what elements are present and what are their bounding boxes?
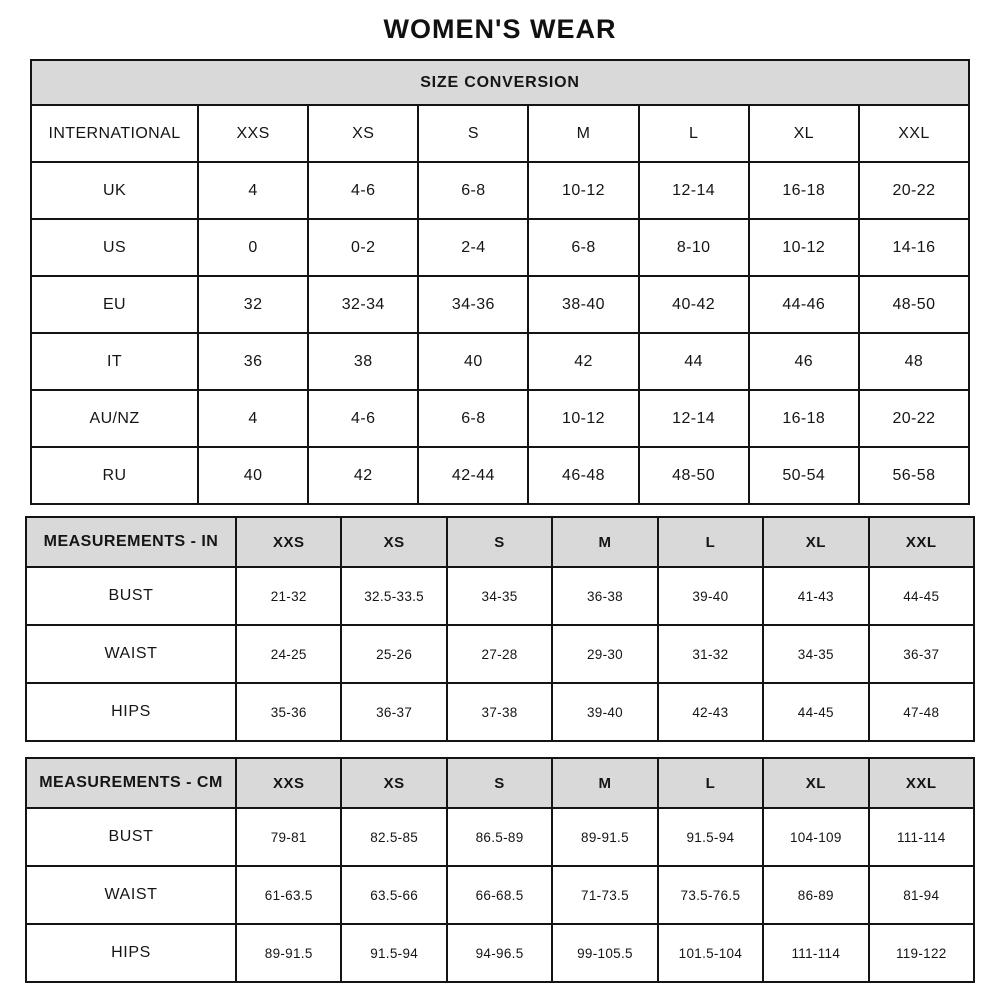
size-cell: 4 bbox=[198, 162, 308, 219]
size-cell: 48-50 bbox=[639, 447, 749, 504]
row-label: RU bbox=[31, 447, 198, 504]
row-label: WAIST bbox=[26, 866, 236, 924]
column-header: S bbox=[447, 758, 552, 808]
table-row bbox=[26, 683, 974, 741]
size-cell: 40-42 bbox=[639, 276, 749, 333]
table-row bbox=[31, 105, 969, 162]
column-header: M bbox=[552, 517, 657, 567]
size-cell: XS bbox=[308, 105, 418, 162]
header-row bbox=[26, 517, 974, 567]
size-cell: 38 bbox=[308, 333, 418, 390]
size-cell: XXL bbox=[859, 105, 969, 162]
measure-cell: 73.5-76.5 bbox=[658, 866, 763, 924]
measure-cell: 89-91.5 bbox=[236, 924, 341, 982]
measure-cell: 101.5-104 bbox=[658, 924, 763, 982]
table-row bbox=[31, 333, 969, 390]
measure-cell: 111-114 bbox=[869, 808, 974, 866]
column-header: L bbox=[658, 758, 763, 808]
table-row bbox=[26, 567, 974, 625]
column-header: XXL bbox=[869, 517, 974, 567]
size-cell: 20-22 bbox=[859, 162, 969, 219]
size-cell: 48-50 bbox=[859, 276, 969, 333]
size-cell: 44-46 bbox=[749, 276, 859, 333]
measure-cell: 21-32 bbox=[236, 567, 341, 625]
size-cell: 32-34 bbox=[308, 276, 418, 333]
measure-cell: 31-32 bbox=[658, 625, 763, 683]
size-cell: 44 bbox=[639, 333, 749, 390]
measure-cell: 41-43 bbox=[763, 567, 868, 625]
measure-cell: 99-105.5 bbox=[552, 924, 657, 982]
measurements-cm-title: MEASUREMENTS - CM bbox=[26, 758, 236, 808]
size-cell: 46 bbox=[749, 333, 859, 390]
size-cell: 10-12 bbox=[749, 219, 859, 276]
size-cell: XL bbox=[749, 105, 859, 162]
size-cell: 48 bbox=[859, 333, 969, 390]
row-label: INTERNATIONAL bbox=[31, 105, 198, 162]
row-label: EU bbox=[31, 276, 198, 333]
measurements-in-table bbox=[25, 516, 975, 742]
size-cell: 56-58 bbox=[859, 447, 969, 504]
measure-cell: 42-43 bbox=[658, 683, 763, 741]
size-cell: 6-8 bbox=[418, 162, 528, 219]
measure-cell: 44-45 bbox=[763, 683, 868, 741]
row-label: WAIST bbox=[26, 625, 236, 683]
measure-cell: 34-35 bbox=[447, 567, 552, 625]
table-row bbox=[26, 808, 974, 866]
size-cell: 50-54 bbox=[749, 447, 859, 504]
row-label: HIPS bbox=[26, 683, 236, 741]
table-row bbox=[31, 219, 969, 276]
table-row bbox=[26, 866, 974, 924]
size-cell: XXS bbox=[198, 105, 308, 162]
size-cell: 36 bbox=[198, 333, 308, 390]
size-cell: 20-22 bbox=[859, 390, 969, 447]
size-cell: S bbox=[418, 105, 528, 162]
measure-cell: 86-89 bbox=[763, 866, 868, 924]
table-row bbox=[31, 447, 969, 504]
measure-cell: 61-63.5 bbox=[236, 866, 341, 924]
column-header: XXS bbox=[236, 758, 341, 808]
measure-cell: 44-45 bbox=[869, 567, 974, 625]
measure-cell: 39-40 bbox=[552, 683, 657, 741]
size-cell: 8-10 bbox=[639, 219, 749, 276]
measure-cell: 39-40 bbox=[658, 567, 763, 625]
column-header: L bbox=[658, 517, 763, 567]
row-label: BUST bbox=[26, 567, 236, 625]
size-cell: 34-36 bbox=[418, 276, 528, 333]
column-header: XXL bbox=[869, 758, 974, 808]
size-cell: 6-8 bbox=[418, 390, 528, 447]
size-cell: 4-6 bbox=[308, 390, 418, 447]
measure-cell: 63.5-66 bbox=[341, 866, 446, 924]
measure-cell: 25-26 bbox=[341, 625, 446, 683]
size-cell: 0 bbox=[198, 219, 308, 276]
row-label: US bbox=[31, 219, 198, 276]
size-cell: 42 bbox=[528, 333, 638, 390]
row-label: UK bbox=[31, 162, 198, 219]
column-header: XL bbox=[763, 517, 868, 567]
measure-cell: 119-122 bbox=[869, 924, 974, 982]
row-label: HIPS bbox=[26, 924, 236, 982]
column-header: XS bbox=[341, 517, 446, 567]
size-cell: 42-44 bbox=[418, 447, 528, 504]
column-header: M bbox=[552, 758, 657, 808]
measure-cell: 91.5-94 bbox=[341, 924, 446, 982]
measure-cell: 36-37 bbox=[869, 625, 974, 683]
size-cell: 0-2 bbox=[308, 219, 418, 276]
measure-cell: 66-68.5 bbox=[447, 866, 552, 924]
size-cell: 46-48 bbox=[528, 447, 638, 504]
table-row bbox=[31, 162, 969, 219]
measure-cell: 36-38 bbox=[552, 567, 657, 625]
size-cell: 2-4 bbox=[418, 219, 528, 276]
column-header: XS bbox=[341, 758, 446, 808]
page-title: WOMEN'S WEAR bbox=[383, 14, 617, 44]
measurements-cm-table bbox=[25, 757, 975, 983]
measure-cell: 36-37 bbox=[341, 683, 446, 741]
header-row bbox=[26, 758, 974, 808]
measure-cell: 27-28 bbox=[447, 625, 552, 683]
size-cell: 10-12 bbox=[528, 162, 638, 219]
size-cell: 42 bbox=[308, 447, 418, 504]
table-caption-row bbox=[31, 60, 969, 105]
size-cell: 16-18 bbox=[749, 162, 859, 219]
size-cell: 32 bbox=[198, 276, 308, 333]
table-row bbox=[26, 924, 974, 982]
size-cell: 40 bbox=[198, 447, 308, 504]
measure-cell: 29-30 bbox=[552, 625, 657, 683]
measure-cell: 104-109 bbox=[763, 808, 868, 866]
measure-cell: 35-36 bbox=[236, 683, 341, 741]
measure-cell: 24-25 bbox=[236, 625, 341, 683]
size-cell: 6-8 bbox=[528, 219, 638, 276]
size-cell: L bbox=[639, 105, 749, 162]
measure-cell: 86.5-89 bbox=[447, 808, 552, 866]
size-conversion-table bbox=[30, 59, 970, 505]
measurements-in-title: MEASUREMENTS - IN bbox=[26, 517, 236, 567]
row-label: AU/NZ bbox=[31, 390, 198, 447]
size-cell: 12-14 bbox=[639, 162, 749, 219]
measure-cell: 81-94 bbox=[869, 866, 974, 924]
table-row bbox=[31, 276, 969, 333]
measure-cell: 71-73.5 bbox=[552, 866, 657, 924]
size-cell: 40 bbox=[418, 333, 528, 390]
size-cell: 38-40 bbox=[528, 276, 638, 333]
measure-cell: 37-38 bbox=[447, 683, 552, 741]
size-cell: 14-16 bbox=[859, 219, 969, 276]
column-header: XXS bbox=[236, 517, 341, 567]
row-label: IT bbox=[31, 333, 198, 390]
size-cell: 12-14 bbox=[639, 390, 749, 447]
size-cell: 4-6 bbox=[308, 162, 418, 219]
measure-cell: 91.5-94 bbox=[658, 808, 763, 866]
size-cell: 4 bbox=[198, 390, 308, 447]
measure-cell: 79-81 bbox=[236, 808, 341, 866]
size-cell: 16-18 bbox=[749, 390, 859, 447]
measure-cell: 47-48 bbox=[869, 683, 974, 741]
measure-cell: 34-35 bbox=[763, 625, 868, 683]
size-cell: 10-12 bbox=[528, 390, 638, 447]
column-header: S bbox=[447, 517, 552, 567]
size-cell: M bbox=[528, 105, 638, 162]
row-label: BUST bbox=[26, 808, 236, 866]
measure-cell: 111-114 bbox=[763, 924, 868, 982]
measure-cell: 82.5-85 bbox=[341, 808, 446, 866]
measure-cell: 94-96.5 bbox=[447, 924, 552, 982]
column-header: XL bbox=[763, 758, 868, 808]
size-conversion-title: SIZE CONVERSION bbox=[31, 60, 969, 105]
measure-cell: 32.5-33.5 bbox=[341, 567, 446, 625]
measure-cell: 89-91.5 bbox=[552, 808, 657, 866]
table-row bbox=[26, 625, 974, 683]
table-row bbox=[31, 390, 969, 447]
